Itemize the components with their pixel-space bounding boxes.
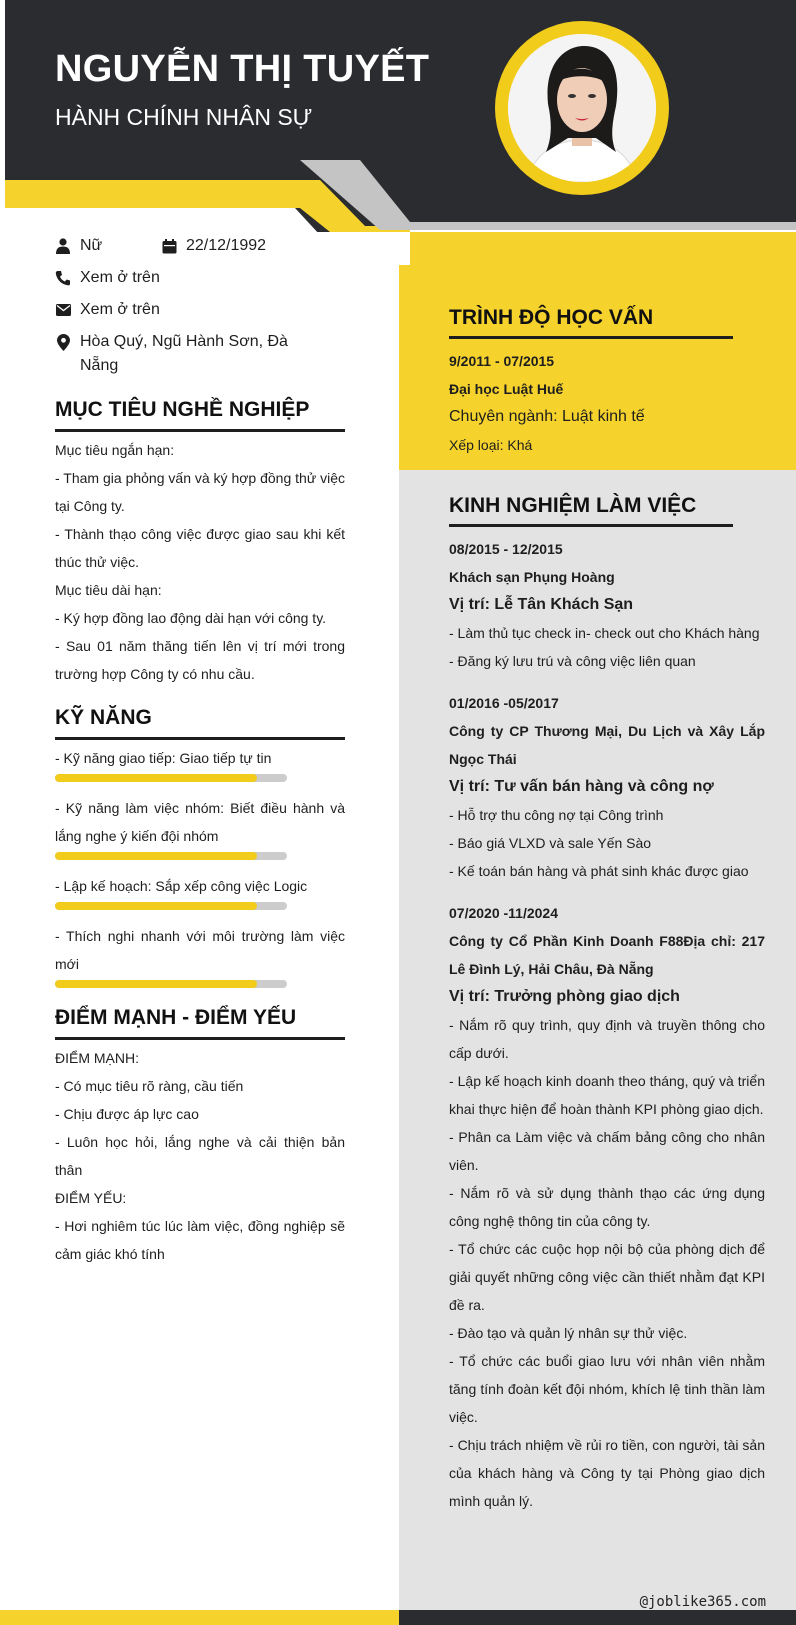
job-duty: - Đào tạo và quản lý nhân sự thử việc. <box>449 1325 688 1341</box>
candidate-title: HÀNH CHÍNH NHÂN SỰ <box>55 104 313 130</box>
education-date: 9/2011 - 07/2015 <box>449 353 555 369</box>
avatar <box>508 34 656 182</box>
left-column <box>55 398 345 1286</box>
skill-bar <box>55 902 287 910</box>
objective-line: Mục tiêu ngắn hạn: <box>55 442 175 458</box>
gender-value: Nữ <box>80 237 103 254</box>
education-major: Chuyên ngành: Luật kinh tế <box>449 408 645 425</box>
envelope-icon <box>55 298 71 322</box>
objective-line: Mục tiêu dài hạn: <box>55 582 162 598</box>
skill-label: - Thích nghi nhanh với môi trường làm việc mới <box>55 928 345 972</box>
portrait-photo <box>508 34 656 182</box>
dob-value: 22/12/1992 <box>186 237 267 254</box>
skill-label: - Kỹ năng làm việc nhóm: Biết điều hành và lắng nghe ý kiến đội nhóm <box>55 800 345 844</box>
watermark: @joblike365.com <box>639 1594 766 1610</box>
objective-line: - Tham gia phỏng vấn và ký hợp đồng thử việc tại Công ty. <box>55 470 345 514</box>
footer-band-right <box>399 1610 796 1625</box>
experience-heading: KINH NGHIỆM LÀM VIỆC <box>449 494 733 527</box>
skill-bar <box>55 980 287 988</box>
job-duty: - Báo giá VLXD và sale Yến Sào <box>449 835 652 851</box>
job-duty: - Đăng ký lưu trú và công việc liên quan <box>449 653 696 669</box>
skill-bar-fill <box>55 902 257 910</box>
job-duty: - Hỗ trợ thu công nợ tại Công trình <box>449 807 664 823</box>
job-company: Công ty CP Thương Mại, Du Lịch và Xây Lắp Ngọc Thái <box>449 723 765 767</box>
skill-bar-fill <box>55 852 257 860</box>
job-position: Vị trí: Tư vấn bán hàng và công nợ <box>449 778 714 795</box>
objective-line: - Ký hợp đồng lao động dài hạn với công ty. <box>55 610 327 626</box>
user-icon <box>55 234 71 258</box>
skills-heading: KỸ NĂNG <box>55 706 345 740</box>
job-position: Vị trí: Trưởng phòng giao dịch <box>449 988 680 1005</box>
skill-bar <box>55 774 287 782</box>
candidate-name: NGUYỄN THỊ TUYẾT <box>55 48 430 90</box>
job-duty: - Lập kế hoạch kinh doanh theo tháng, quý và triển khai thực hiện để hoàn thành KPI phòng giao dịch. <box>449 1073 765 1117</box>
job-date: 07/2020 -11/2024 <box>449 905 558 921</box>
job-company: Công ty Cổ Phần Kinh Doanh F88Địa chỉ: 217 Lê Đình Lý, Hải Châu, Đà Nẵng <box>449 933 765 977</box>
objective-heading: MỤC TIÊU NGHỀ NGHIỆP <box>55 398 345 432</box>
job-position: Vị trí: Lễ Tân Khách Sạn <box>449 596 634 613</box>
objective-line: - Thành thạo công việc được giao sau khi kết thúc thử việc. <box>55 526 345 570</box>
education-grade: Xếp loại: Khá <box>449 437 533 453</box>
strengths-line: - Chịu được áp lực cao <box>55 1106 199 1122</box>
job-company: Khách sạn Phụng Hoàng <box>449 569 615 585</box>
job-entry <box>449 689 765 885</box>
job-duty: - Tổ chức các cuộc họp nội bộ của phòng dịch để giải quyết những công việc cần thiết nhằm đạt KPI đề ra. <box>449 1241 765 1313</box>
education-heading: TRÌNH ĐỘ HỌC VẤN <box>449 306 733 339</box>
strengths-section <box>55 1006 345 1268</box>
job-duty: - Phân ca Làm việc và chấm bảng công cho nhân viên. <box>449 1129 765 1173</box>
skill-label: - Kỹ năng giao tiếp: Giao tiếp tự tin <box>55 750 272 766</box>
phone-value: Xem ở trên <box>80 269 160 286</box>
job-date: 01/2016 -05/2017 <box>449 695 559 711</box>
job-duty: - Tổ chức các buổi giao lưu với nhân viên nhằm tăng tính đoàn kết đội nhóm, khích lệ tinh thần làm việc. <box>449 1353 765 1425</box>
skills-section <box>55 706 345 988</box>
education-section <box>449 306 765 459</box>
strengths-line: - Hơi nghiêm túc lúc làm việc, đồng nghiệp sẽ cảm giác khó tính <box>55 1218 345 1262</box>
email-value: Xem ở trên <box>80 301 160 318</box>
strengths-heading: ĐIỂM MẠNH - ĐIỂM YẾU <box>55 1006 345 1040</box>
job-duty: - Chịu trách nhiệm về rủi ro tiền, con người, tài sản của khách hàng và Công ty tại Phòng giao dịch mình quản lý. <box>449 1437 765 1509</box>
contact-info <box>55 234 355 386</box>
strengths-line: ĐIỂM YẾU: <box>55 1190 127 1206</box>
map-pin-icon <box>55 330 71 354</box>
skill-bar-fill <box>55 774 257 782</box>
job-entry <box>449 899 765 1515</box>
education-school: Đại học Luật Huế <box>449 381 564 397</box>
skill-bar <box>55 852 287 860</box>
phone-icon <box>55 266 71 290</box>
experience-section <box>449 494 765 1529</box>
strengths-line: - Luôn học hỏi, lắng nghe và cải thiện bản thân <box>55 1134 345 1178</box>
job-duty: - Kế toán bán hàng và phát sinh khác được giao <box>449 863 749 879</box>
skill-label: - Lập kế hoạch: Sắp xếp công việc Logic <box>55 878 308 894</box>
calendar-icon <box>161 234 177 258</box>
job-entry <box>449 535 765 675</box>
strengths-line: ĐIỂM MẠNH: <box>55 1050 139 1066</box>
objective-section <box>55 398 345 688</box>
job-duty: - Nắm rõ quy trình, quy định và truyền thông cho cấp dưới. <box>449 1017 765 1061</box>
strengths-line: - Có mục tiêu rõ ràng, cầu tiến <box>55 1078 244 1094</box>
job-date: 08/2015 - 12/2015 <box>449 541 563 557</box>
job-duty: - Nắm rõ và sử dụng thành thạo các ứng dụng công nghệ thông tin của công ty. <box>449 1185 765 1229</box>
objective-line: - Sau 01 năm thăng tiến lên vị trí mới trong trường hợp Công ty có nhu cầu. <box>55 638 345 682</box>
footer-band-left <box>0 1610 399 1625</box>
skill-bar-fill <box>55 980 257 988</box>
address-value: Hòa Quý, Ngũ Hành Sơn, Đà Nẵng <box>80 333 288 374</box>
job-duty: - Làm thủ tục check in- check out cho Khách hàng <box>449 625 760 641</box>
